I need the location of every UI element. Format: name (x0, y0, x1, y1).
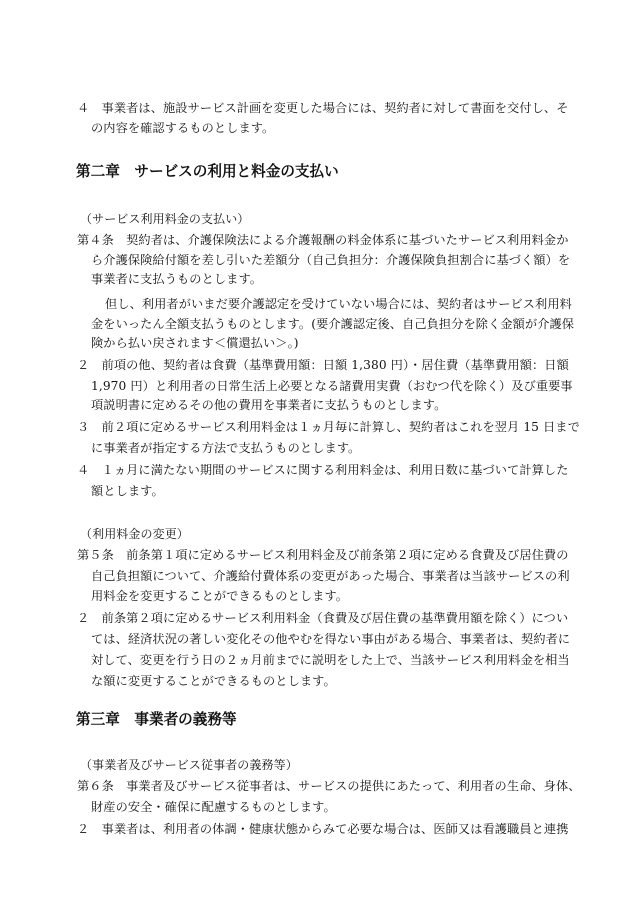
paragraph-line: 額とします。 (91, 484, 164, 498)
paragraph-line: ２ 前項の他、契約者は食費（基準費用額：日額 1,380 円）・居住費（基準費用額：日額 (77, 358, 569, 372)
article-heading: （利用料金の変更） (80, 527, 189, 541)
article-heading: （サービス利用料金の支払い） (80, 212, 250, 226)
paragraph-line: 項説明書に定めるその他の費用を事業者に支払うものとします。 (91, 398, 447, 412)
paragraph-line: 金をいったん全額支払うものとします。(要介護認定後、自己負担分を除く金額が介護保 (91, 317, 575, 331)
paragraph-line: 事業者に支払うものとします。 (91, 272, 263, 286)
paragraph-line: 財産の安全・確保に配慮するものとします。 (91, 800, 336, 814)
paragraph-line: ら介護保険給付額を差し引いた差額分（自己負担分：介護保険負担割合に基づく額）を (91, 253, 571, 267)
chapter-title: 第三章 事業者の義務等 (76, 711, 237, 728)
article-heading: （事業者及びサービス従事者の義務等） (80, 758, 298, 772)
paragraph-line: ２ 前条第２項に定めるサービス利用料金（食費及び居住費の基準費用額を除く）につい (77, 611, 569, 625)
paragraph-line: 対して、変更を行う日の２ヵ月前までに説明をした上で、当該サービス利用料金を相当 (91, 653, 570, 667)
paragraph-line: 第５条 前条第１項に定めるサービス利用料金及び前条第２項に定める食費及び居住費の (77, 548, 569, 562)
paragraph-line: ３ 前２項に定めるサービス利用料金は１ヵ月毎に計算し、契約者はこれを翌月 15 日まで (77, 420, 580, 434)
paragraph-line: 但し、利用者がいまだ要介護認定を受けていない場合には、契約者はサービス利用料 (105, 297, 572, 311)
paragraph-line: ４ １ヵ月に満たない期間のサービスに関する利用料金は、利用日数に基づいて計算した (77, 463, 569, 477)
paragraph-line: の内容を確認するものとします。 (91, 121, 275, 135)
paragraph-line: ４ 事業者は、施設サービス計画を変更した場合には、契約者に対して書面を交付し、そ (77, 101, 569, 115)
paragraph-line: な額に変更することができるものとします。 (91, 674, 336, 688)
paragraph-line: ２ 事業者は、利用者の体調・健康状態からみて必要な場合は、医師又は看護職員と連携 (77, 822, 569, 836)
paragraph-line: 1,970 円）と利用者の日常生活上必要となる諸費用実費（おむつ代を除く）及び重要事 (91, 379, 573, 393)
paragraph-line: に事業者が指定する方法で支払うものとします。 (91, 441, 361, 455)
paragraph-line: ては、経済状況の著しい変化その他やむを得ない事由がある場合、事業者は、契約者に (91, 632, 571, 646)
chapter-title: 第二章 サービスの利用と料金の支払い (76, 163, 339, 180)
paragraph-line: 自己負担額について、介護給付費体系の変更があった場合、事業者は当該サービスの利 (91, 569, 570, 583)
paragraph-line: 用料金を変更することができるものとします。 (91, 589, 349, 603)
paragraph-line: 第６条 事業者及びサービス従事者は、サービスの提供にあたって、利用者の生命、身体、 (77, 779, 581, 793)
paragraph-line: 第４条 契約者は、介護保険法による介護報酬の料金体系に基づいたサービス利用料金か (77, 233, 569, 247)
paragraph-line: 険から払い戻されます＜償還払い＞。) (91, 336, 299, 350)
